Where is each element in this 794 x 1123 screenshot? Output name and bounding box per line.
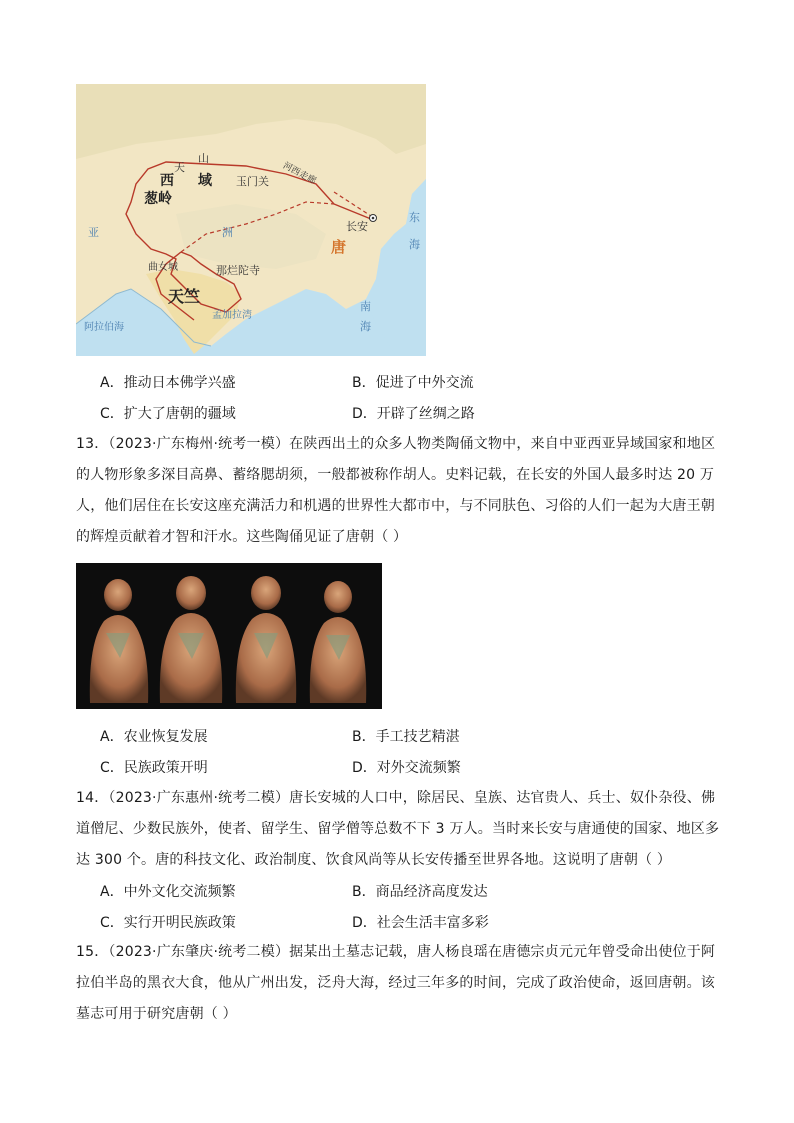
- q13-option-a: A．农业恢复发展: [100, 729, 208, 745]
- q12-option-a: A．推动日本佛学兴盛: [100, 375, 236, 391]
- tang-figurines-photo: [76, 563, 382, 709]
- figurines-graphic: [76, 563, 382, 709]
- map-label-zhou: 洲: [222, 226, 233, 239]
- q12-option-c: C．扩大了唐朝的疆域: [100, 406, 236, 422]
- map-label-congling: 葱岭: [144, 191, 172, 207]
- map-label-nalanduo: 那烂陀寺: [216, 264, 260, 277]
- q14-option-c: C．实行开明民族政策: [100, 915, 236, 931]
- q13-option-b: B．手工技艺精湛: [352, 729, 460, 745]
- map-label-mengjia: 孟加拉湾: [212, 310, 252, 321]
- map-label-xiyu-2: 域: [198, 173, 212, 189]
- map-label-hai-2: 海: [360, 320, 371, 333]
- map-label-alabo: 阿拉伯海: [84, 322, 124, 333]
- question-14-text: 14．（2023·广东惠州·统考二模）唐长安城的人口中，除居民、皇族、达官贵人、兵士、奴仆杂役、佛道僧尼、少数民族外，使者、留学生、留学僧等总数不下 3 万人。当时来长安与唐通使的国家、地区多达 300 个。唐的科技文化、政治制度、饮食风尚等从长安传播至世界各地。这说明了唐朝（ ）: [76, 790, 720, 868]
- q12-option-b: B．促进了中外交流: [352, 375, 474, 391]
- map-label-dong: 东: [409, 211, 420, 224]
- question-15-text: 15．（2023·广东肇庆·统考二模）据某出土墓志记载，唐人杨良瑶在唐德宗贞元元年曾受命出使位于阿拉伯半岛的黑衣大食，他从广州出发，泛舟大海，经过三年多的时间，完成了政治使命，返回唐朝。该墓志可用于研究唐朝（ ）: [76, 944, 716, 1022]
- q12-option-d: D．开辟了丝绸之路: [352, 406, 475, 422]
- map-label-yumenguan: 玉门关: [236, 175, 269, 188]
- xuanzang-route-map: [76, 84, 426, 356]
- q14-option-d: D．社会生活丰富多彩: [352, 915, 489, 931]
- map-label-hai-1: 海: [409, 238, 420, 251]
- map-label-xiyu-1: 西: [160, 173, 174, 189]
- map-label-ya: 亚: [88, 226, 99, 239]
- map-label-tianshan-1: 天: [174, 161, 185, 174]
- map-label-changan: 长安: [346, 220, 368, 233]
- q14-option-a: A．中外文化交流频繁: [100, 884, 236, 900]
- map-label-tianshan-2: 山: [198, 152, 209, 165]
- map-label-hexi: 河西走廊: [281, 160, 318, 187]
- map-label-tang: 唐: [331, 238, 347, 256]
- question-13-text: 13．（2023·广东梅州·统考一模）在陕西出土的众多人物类陶俑文物中，来自中亚西亚异域国家和地区的人物形象多深目高鼻、蓄络腮胡须，一般都被称作胡人。史料记载，在长安的外国人最多时达 20 万人，他们居住在长安这座充满活力和机遇的世界性大都市中，与不同肤色、习俗的人们一起为大唐王朝的辉煌贡献着才智和汗水。这些陶俑见证了唐朝（ ）: [76, 436, 716, 545]
- q13-option-d: D．对外交流频繁: [352, 760, 461, 776]
- q14-option-b: B．商品经济高度发达: [352, 884, 488, 900]
- map-label-tianzhu: 天竺: [168, 287, 201, 306]
- map-label-qunvcheng: 曲女城: [148, 262, 178, 273]
- map-label-nan: 南: [360, 300, 371, 313]
- q13-option-c: C．民族政策开明: [100, 760, 208, 776]
